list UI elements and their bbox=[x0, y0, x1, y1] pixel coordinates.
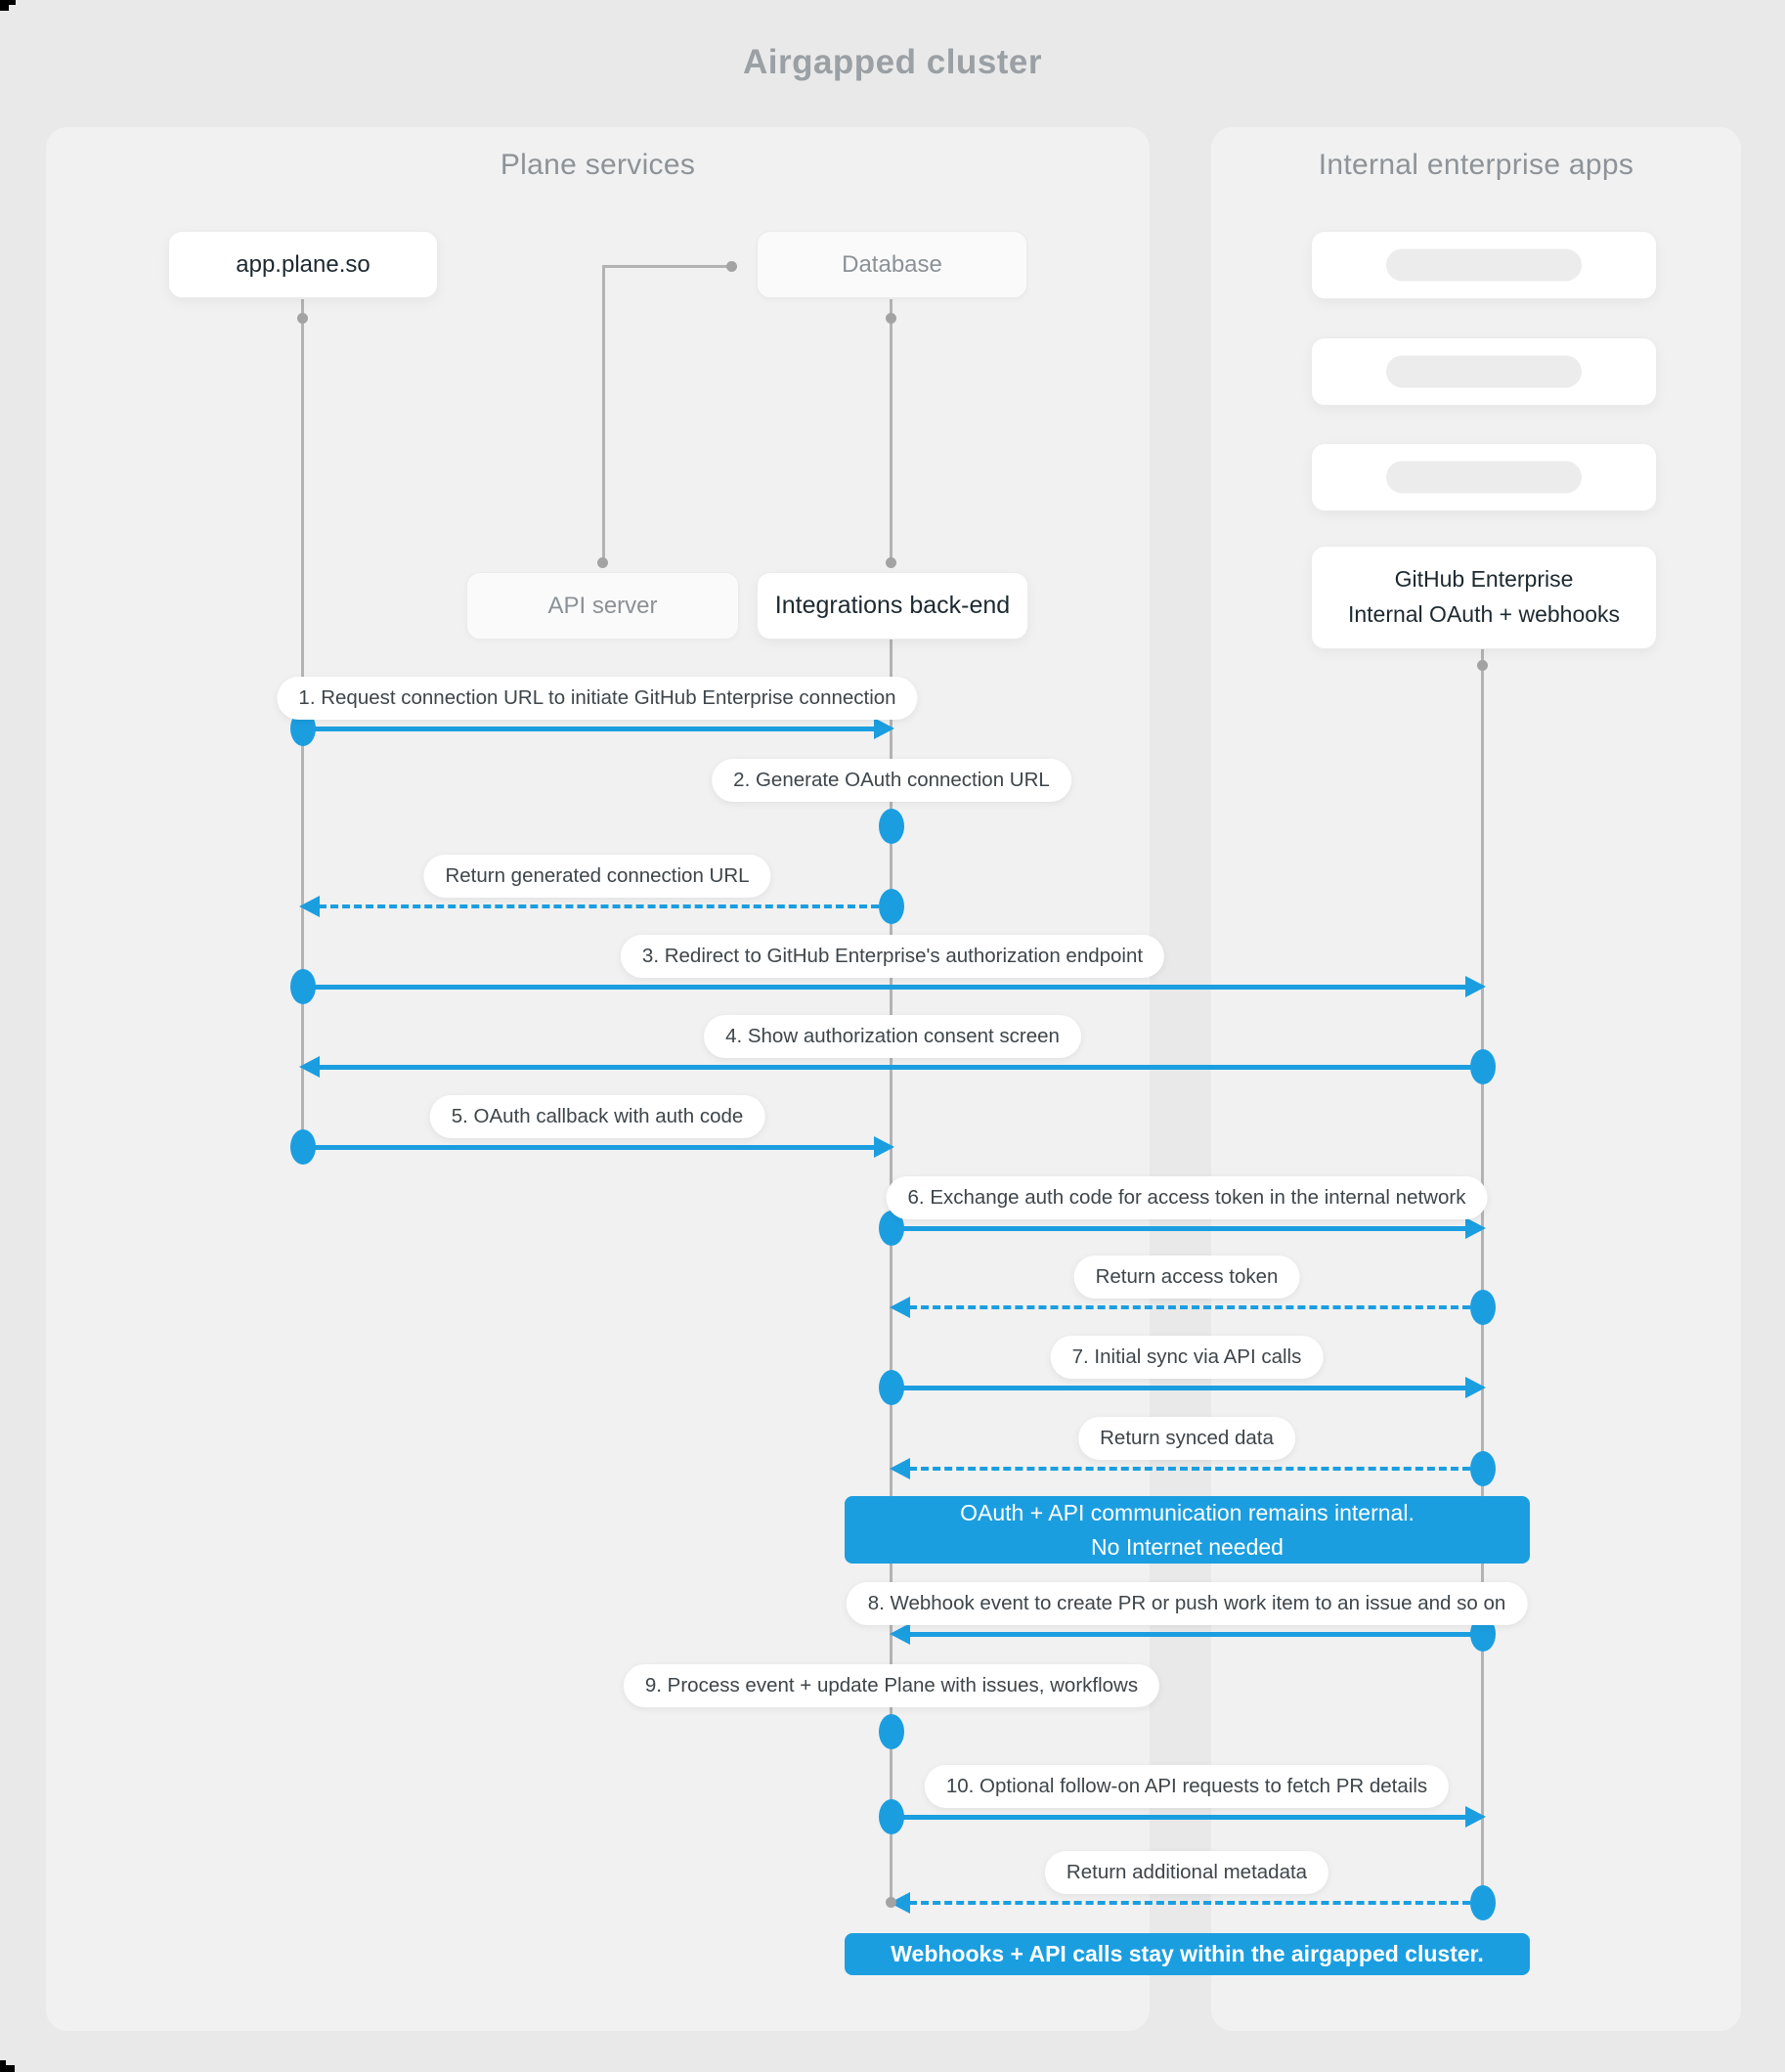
corner-mark-bottom-left-2 bbox=[6, 2065, 15, 2072]
panel-plane-services bbox=[46, 127, 1150, 2031]
panel-title-plane-services: Plane services bbox=[500, 149, 696, 181]
arrow-msg3 bbox=[303, 985, 1469, 990]
banner-airgapped-cluster bbox=[845, 1933, 1530, 1975]
arrow-return-metadata bbox=[909, 1901, 1470, 1905]
node-api-server-label: API server bbox=[547, 592, 658, 619]
arrowhead-msg3 bbox=[1465, 976, 1486, 997]
endpoint-return-token bbox=[1470, 1290, 1496, 1325]
banner-airgapped-line1: Webhooks + API calls stay within the airgapped cluster. bbox=[891, 1941, 1484, 1967]
internal-app-placeholder-1 bbox=[1311, 231, 1657, 299]
internal-app-placeholder-3 bbox=[1311, 443, 1657, 511]
message-label-3: 3. Redirect to GitHub Enterprise's authorization endpoint bbox=[621, 935, 1164, 978]
message-label-9: 9. Process event + update Plane with issues, workflows bbox=[624, 1664, 1159, 1707]
lifeline-database-dot bbox=[886, 313, 896, 324]
endpoint-return-metadata bbox=[1470, 1885, 1496, 1920]
connector-api-top-dot bbox=[597, 557, 608, 568]
endpoint-msg2 bbox=[879, 809, 904, 844]
arrowhead-return-url bbox=[299, 896, 320, 917]
message-label-return-metadata: Return additional metadata bbox=[1045, 1851, 1328, 1894]
connector-database-dot bbox=[726, 261, 737, 272]
node-github-enterprise bbox=[1311, 546, 1657, 649]
node-integrations-backend-label: Integrations back-end bbox=[774, 592, 1011, 619]
node-github-enterprise-line2: Internal OAuth + webhooks bbox=[1347, 601, 1621, 627]
placeholder-pill bbox=[1386, 462, 1582, 494]
arrowhead-msg7 bbox=[1465, 1377, 1486, 1398]
arrow-msg8 bbox=[909, 1632, 1483, 1637]
corner-mark-top-left-2 bbox=[0, 5, 9, 11]
message-label-2: 2. Generate OAuth connection URL bbox=[712, 759, 1071, 802]
lifeline-integrations-end-dot bbox=[886, 1897, 896, 1908]
connector-api-horizontal bbox=[602, 265, 729, 268]
message-label-return-token: Return access token bbox=[1074, 1256, 1300, 1299]
message-label-5: 5. OAuth callback with auth code bbox=[430, 1095, 765, 1138]
arrowhead-msg1 bbox=[874, 718, 894, 739]
endpoint-msg7 bbox=[879, 1370, 904, 1405]
placeholder-pill bbox=[1386, 249, 1582, 282]
node-github-enterprise-line1: GitHub Enterprise bbox=[1394, 566, 1574, 593]
node-database-label: Database bbox=[842, 250, 942, 278]
message-label-6: 6. Exchange auth code for access token in the internal network bbox=[887, 1176, 1488, 1219]
arrowhead-return-synced bbox=[890, 1458, 910, 1479]
arrow-msg7 bbox=[892, 1386, 1469, 1390]
endpoint-return-url bbox=[879, 889, 904, 924]
placeholder-pill bbox=[1386, 356, 1582, 388]
arrow-return-synced bbox=[909, 1467, 1470, 1471]
arrowhead-msg8 bbox=[890, 1623, 910, 1645]
lifeline-integrations-top-dot bbox=[886, 557, 896, 568]
page-title: Airgapped cluster bbox=[742, 43, 1043, 81]
message-label-10: 10. Optional follow-on API requests to fetch PR details bbox=[925, 1765, 1449, 1808]
message-label-8: 8. Webhook event to create PR or push work item to an issue and so on bbox=[847, 1582, 1528, 1625]
message-label-1: 1. Request connection URL to initiate GitHub Enterprise connection bbox=[277, 677, 917, 720]
node-integrations-backend bbox=[757, 572, 1028, 639]
message-label-4: 4. Show authorization consent screen bbox=[704, 1015, 1081, 1058]
arrow-return-token bbox=[909, 1305, 1470, 1309]
arrow-msg4 bbox=[319, 1065, 1483, 1070]
lifeline-database bbox=[890, 299, 892, 563]
node-app-plane-so-label: app.plane.so bbox=[236, 250, 370, 278]
arrowhead-msg4 bbox=[299, 1056, 320, 1078]
endpoint-msg4 bbox=[1470, 1049, 1496, 1084]
endpoint-msg3 bbox=[290, 969, 316, 1004]
lifeline-app-dot bbox=[297, 313, 308, 324]
arrow-msg6 bbox=[892, 1226, 1469, 1231]
message-label-return-synced: Return synced data bbox=[1078, 1417, 1295, 1460]
connector-api-vertical bbox=[602, 265, 605, 563]
message-label-7: 7. Initial sync via API calls bbox=[1051, 1336, 1324, 1379]
lifeline-github-dot bbox=[1477, 660, 1488, 671]
arrow-msg10 bbox=[892, 1815, 1469, 1820]
lifeline-github bbox=[1481, 647, 1484, 1904]
arrowhead-msg10 bbox=[1465, 1806, 1486, 1828]
banner-internal-line1: OAuth + API communication remains internal. bbox=[960, 1500, 1415, 1525]
endpoint-msg5 bbox=[290, 1129, 316, 1165]
endpoint-return-synced bbox=[1470, 1451, 1496, 1486]
arrow-return-url bbox=[319, 904, 879, 908]
internal-app-placeholder-2 bbox=[1311, 337, 1657, 406]
banner-internal-communication bbox=[845, 1496, 1530, 1564]
node-database bbox=[757, 231, 1027, 298]
endpoint-msg9 bbox=[879, 1714, 904, 1749]
arrowhead-msg5 bbox=[874, 1136, 894, 1158]
node-app-plane-so bbox=[168, 231, 438, 298]
node-api-server bbox=[466, 572, 739, 639]
arrow-msg5 bbox=[303, 1145, 878, 1150]
arrow-msg1 bbox=[303, 727, 878, 731]
banner-internal-line2: No Internet needed bbox=[1091, 1533, 1284, 1560]
message-label-return-url: Return generated connection URL bbox=[423, 855, 770, 898]
panel-title-internal-apps: Internal enterprise apps bbox=[1318, 149, 1634, 181]
arrowhead-return-token bbox=[890, 1297, 910, 1318]
arrowhead-msg6 bbox=[1465, 1217, 1486, 1239]
endpoint-msg10 bbox=[879, 1799, 904, 1834]
